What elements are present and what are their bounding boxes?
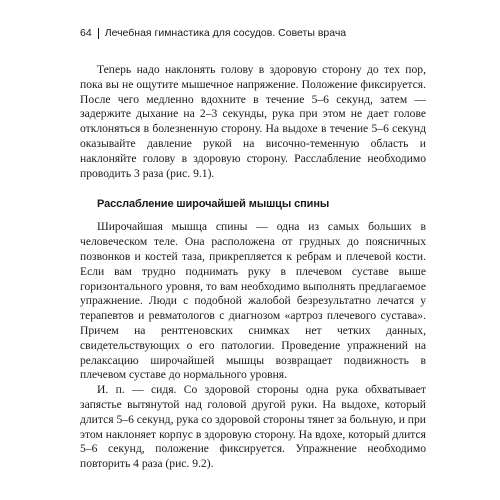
page-number: 64 [80,27,92,39]
section-heading: Расслабление широчайшей мышцы спины [97,198,330,211]
running-title: Лечебная гимнастика для сосудов. Советы врача [104,27,347,39]
paragraph-1: Теперь надо наклонять голову в здоровую сторону до тех пор, пока вы не ощутите мышечное напряжение. Положение фиксируется. После чего медленно вдохните в течение 5–6 секунд, затем — задержите дыхание на 2–3 секунды, рука при этом не дает голове отклоняться в болезненную сторону. На выдохе в течение 5–6 секунд оказывайте давление рукой на височно-теменную область и наклоняйте голову в здоровую сторону. Расслабление необходимо проводить 3 раза (рис. 9.1). [80,63,426,180]
running-header [80,25,440,41]
paragraph-3: И. п. — сидя. Со здоровой стороны одна рука обхватывает запястье вытянутой над головой другой руки. На выдохе, который длится 5–6 секунд, рука со здоровой стороны тянет за больную, и при этом наклоняет корпус в здоровую сторону. На вдохе, который длится 5–6 секунд, положение фиксируется. Упражнение необходимо повторить 4 раза (рис. 9.2). [80,383,427,471]
body-text [80,63,426,472]
paragraph-2: Широчайшая мышца спины — одна из самых больших в человеческом теле. Она расположена от грудных до поясничных позвонков и костей таза, прикрепляется к ребрам и плечевой кости. Если вам трудно поднимать руку в плечевом суставе выше горизонтального уровня, то вам необходимо выполнять предлагаемое упражнение. Люди с подобной жалобой безрезультатно лечатся у терапевтов и ревматологов с диагнозом «артроз плечевого сустава». Причем на рентгеновских снимках нет четких данных, свидетельствующих о его патологии. Проведение упражнений на релаксацию широчайшей мышцы возвращает подвижность в плечевом суставе до нормального уровня. [80,220,426,382]
header-divider [98,28,99,39]
